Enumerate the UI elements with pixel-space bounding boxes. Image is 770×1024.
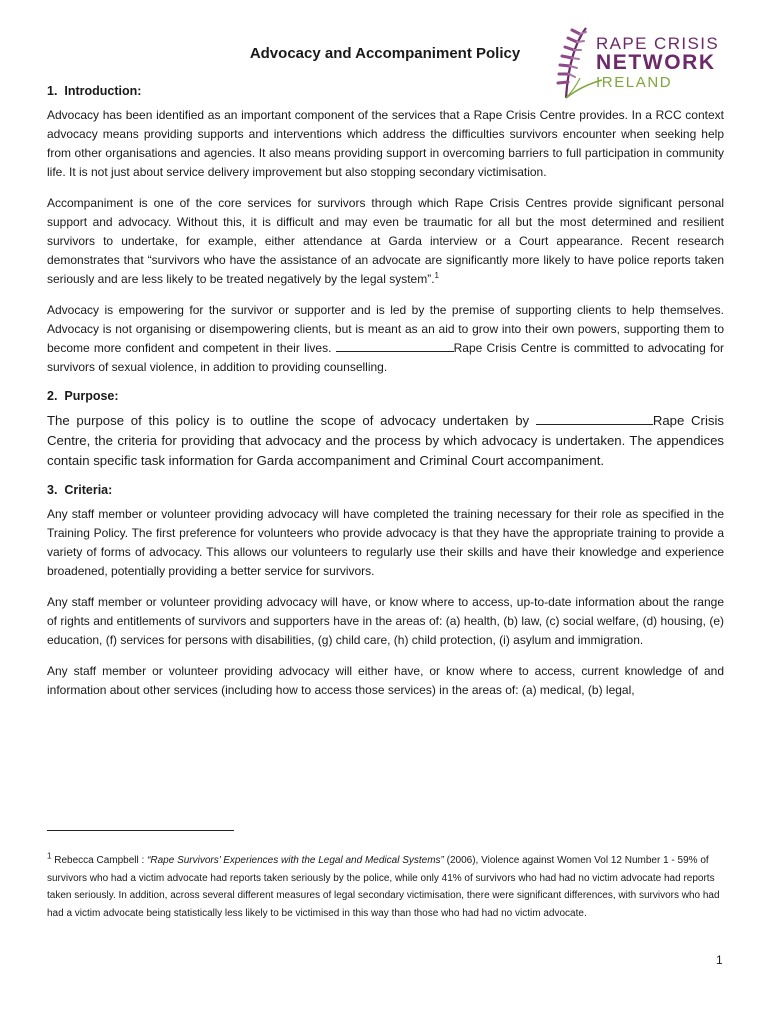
footnote-number: 1 xyxy=(47,851,52,861)
footnote-citation-title: “Rape Survivors’ Experiences with the Legal and Medical Systems” xyxy=(147,855,444,866)
intro-paragraph-2 xyxy=(47,194,724,289)
intro-paragraph-3-text-a: Advocacy is empowering for the survivor or supporter and is led by the premise of supporting clients to help themselves. Advocacy is not organising or disempowering clients, but is meant as an aid to grow into their own powers, supporting them to become more confident and competent in their lives. xyxy=(47,303,724,355)
centre-name-blank xyxy=(536,413,653,425)
intro-paragraph-3-text-b: Rape Crisis Centre is committed to advocating for survivors of sexual violence, in addition to providing counselling. xyxy=(47,341,725,374)
footnote-divider xyxy=(47,830,234,831)
purpose-paragraph-text-a: The purpose of this policy is to outline the scope of advocacy undertaken by xyxy=(47,413,536,428)
footnote-ref: 1 xyxy=(434,271,439,280)
intro-paragraph-1: Advocacy has been identified as an important component of the services that a Rape Crisis Centre provides. In a RCC context advocacy means providing supports and interventions which address the difficulties survivors encounter when seeking help from other organisations and agencies. It also means providing support in overcoming barriers to full participation in community life. It is not just about service delivery improvement but also stopping secondary victimisation. xyxy=(47,108,724,179)
criteria-paragraph-3: Any staff member or volunteer providing advocacy will either have, or know where to access, current knowledge of and information about other services (including how to access those services) in the areas of: (a) medical, (b) legal, xyxy=(47,664,724,697)
logo-text-ireland: IRELAND xyxy=(596,74,673,91)
criteria-paragraph-1: Any staff member or volunteer providing advocacy will have completed the training necessary for their role as specified in the Training Policy. The first preference for volunteers who provide advocacy is that they have the appropriate training to provide a variety of forms of advocacy. This allows our volunteers to regularly use their skills and have their knowledge and experience broadened, potentially providing a better service for survivors. xyxy=(47,507,724,578)
footnote xyxy=(47,852,724,922)
document-body xyxy=(47,84,724,712)
purpose-paragraph-text-b: Rape Crisis Centre, the criteria for providing that advocacy and the process by which advocacy is undertaken. The appendices contain specific task information for Garda accompaniment and Criminal Court accompaniment. xyxy=(47,413,724,468)
criteria-paragraph-2: Any staff member or volunteer providing advocacy will have, or know where to access, up-to-date information about the range of rights and entitlements of survivors and supporters have in the areas of: (a) health, (b) law, (c) social welfare, (d) housing, (e) education, (f) services for persons with disabilities, (g) child care, (h) child protection, (i) asylum and immigration. xyxy=(47,595,724,647)
section-heading-purpose: 2. Purpose: xyxy=(47,389,119,403)
section-heading-criteria: 3. Criteria: xyxy=(47,483,113,497)
footnote-text: (2006), Violence against Women Vol 12 Number 1 - 59% of survivors who had a victim advocate had reports taken seriously by the police, while only 41% of survivors who had had no victim advocate had reports taken seriously. In addition, across several different measures of legal secondary victimisation, there were significant differences, with survivors who had had a victim advocate being statistically less likely to be victimised in this way than those who had had no victim advocate. xyxy=(47,855,720,919)
footnote-author: Rebecca Campbell : xyxy=(51,855,148,866)
intro-paragraph-3 xyxy=(47,301,724,377)
page-title: Advocacy and Accompaniment Policy xyxy=(249,45,521,62)
page-number: 1 xyxy=(716,953,723,967)
section-heading-introduction: 1. Introduction: xyxy=(47,84,142,98)
logo-text-network: NETWORK xyxy=(596,51,716,74)
centre-name-blank xyxy=(336,340,454,352)
intro-paragraph-2-text: Accompaniment is one of the core services for survivors through which Rape Crisis Centres provide significant personal support and advocacy. Without this, it is difficult and may even be traumatic for all but the most determined and resilient survivors to undertake, for example, either attendance at Garda interview or a Court appearance. Recent research demonstrates that “survivors who have the assistance of an advocate are significantly more likely to have police reports taken seriously and are less likely to be treated negatively by the legal system”. xyxy=(47,196,724,286)
purpose-paragraph xyxy=(47,411,724,471)
logo-text-rape-crisis: RAPE CRISIS xyxy=(596,34,720,53)
